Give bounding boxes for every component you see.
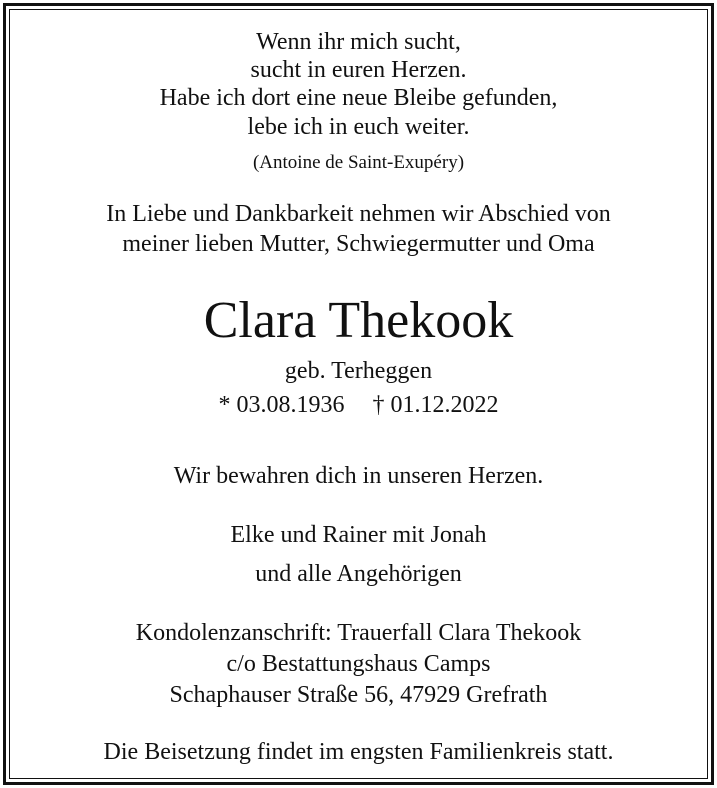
birth-date: * 03.08.1936: [218, 392, 345, 418]
deceased-name: Clara Thekook: [203, 292, 514, 349]
poem-line-2: sucht in euren Herzen.: [250, 57, 467, 83]
condolence-line-1: Kondolenzanschrift: Trauerfall Clara Thekook: [135, 620, 582, 646]
mourners-line-1: Elke und Rainer mit Jonah: [230, 522, 487, 548]
message: Wir bewahren dich in unseren Herzen.: [173, 463, 544, 489]
death-date: † 01.12.2022: [372, 392, 499, 418]
life-dates: [10, 392, 707, 419]
maiden-name: geb. Terheggen: [284, 358, 433, 384]
poem-line-4: lebe ich in euch weiter.: [247, 114, 470, 140]
condolence-line-3: Schaphauser Straße 56, 47929 Grefrath: [169, 682, 548, 708]
condolence-line-2: c/o Bestattungshaus Camps: [226, 651, 491, 677]
mourners-line-2: und alle Angehörigen: [255, 561, 462, 587]
obituary-notice: [10, 10, 707, 778]
footer-note: Die Beisetzung findet im engsten Familienkreis statt.: [103, 739, 614, 765]
poem-line-3: Habe ich dort eine neue Bleibe gefunden,: [159, 85, 558, 111]
intro-line-1: In Liebe und Dankbarkeit nehmen wir Abschied von: [106, 201, 611, 227]
poem-author: (Antoine de Saint-Exupéry): [252, 152, 465, 173]
intro-line-2: meiner lieben Mutter, Schwiegermutter und Oma: [122, 231, 595, 257]
poem-line-1: Wenn ihr mich sucht,: [256, 29, 461, 55]
